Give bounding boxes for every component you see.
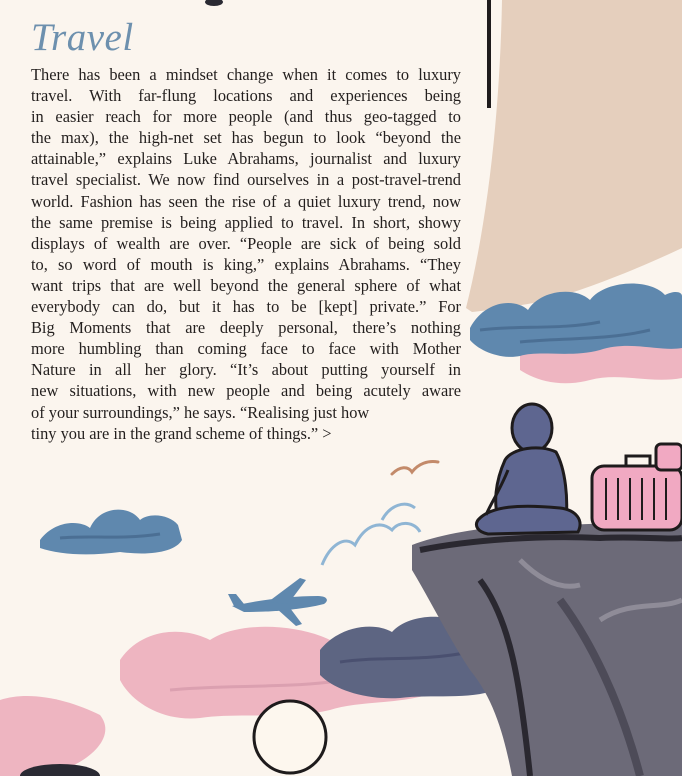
cloud-icon: [40, 510, 182, 555]
body-line: travel. With far-flung locations and experiences being: [31, 86, 461, 106]
body-line: the same premise is being applied to travel. In short, showy: [31, 212, 461, 232]
body-line: everybody can do, but it has to be [kept] private.” For: [31, 297, 461, 317]
body-line: more humbling than coming face to face with Mother: [31, 339, 461, 359]
airplane-icon: [228, 578, 327, 626]
body-line: to, so word of mouth is king,” explains Abrahams. “They: [31, 254, 461, 274]
body-line: the max), the high-net set has begun to look “beyond the: [31, 128, 461, 148]
body-line: in easier reach for more people (and thus geo-tagged to: [31, 107, 461, 127]
body-line: want trips that are well beyond the general sphere of what: [31, 275, 461, 295]
section-title: Travel: [31, 16, 134, 59]
sun-icon: [254, 701, 326, 773]
article-body: [31, 64, 461, 444]
body-line: There has been a mindset change when it comes to luxury: [31, 65, 461, 84]
body-line: tiny you are in the grand scheme of things.” >: [31, 423, 332, 443]
suitcase-icon: [592, 444, 682, 530]
person-icon: [476, 404, 580, 534]
body-line: new situations, with new people and being acutely aware: [31, 381, 461, 401]
body-line: Nature in all her glory. “It’s about putting yourself in: [31, 360, 461, 380]
body-line: Big Moments that are deeply personal, there’s nothing: [31, 318, 461, 338]
bird-icon: [392, 461, 438, 474]
body-line: displays of wealth are over. “People are sick of being sold: [31, 233, 461, 253]
body-line: world. Fashion has seen the rise of a quiet luxury trend, now: [31, 191, 461, 211]
body-line: attainable,” explains Luke Abrahams, journalist and luxury: [31, 149, 461, 169]
body-line: of your surroundings,” he says. “Realising just how: [31, 402, 370, 422]
body-line: travel specialist. We now find ourselves in a post-travel-trend: [31, 170, 461, 190]
sail-icon: [466, 0, 682, 312]
